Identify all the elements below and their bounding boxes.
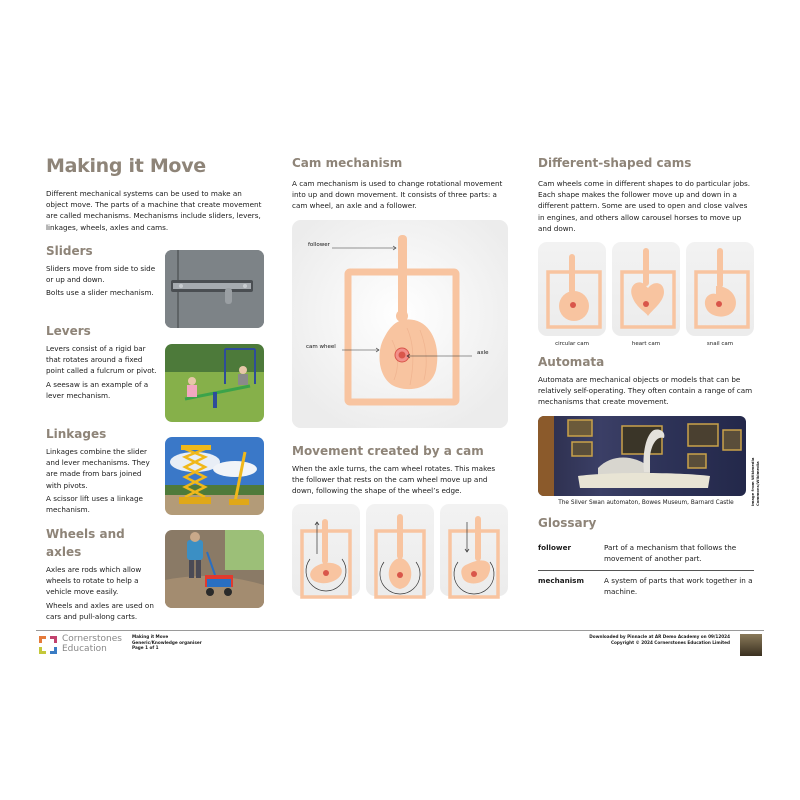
movement-heading: Movement created by a cam xyxy=(292,443,484,458)
section-text: A seesaw is an example of a lever mechanism. xyxy=(46,379,149,400)
copyright: Copyright © 2024 Cornerstones Education Limited xyxy=(610,639,730,645)
column-shapes xyxy=(538,150,760,603)
brand-name: Cornerstones xyxy=(62,634,122,644)
section-heading: Wheels and axles xyxy=(46,527,125,559)
section-sliders xyxy=(46,242,264,299)
cam-shapes xyxy=(538,242,754,347)
section-levers xyxy=(46,322,264,401)
movement-diagrams xyxy=(292,504,508,596)
section-text: A scissor lift uses a linkage mechanism. xyxy=(46,493,143,515)
automata-figure xyxy=(538,416,760,506)
section-linkages xyxy=(46,425,264,515)
glossary-heading: Glossary xyxy=(538,515,597,530)
cam-mechanism-heading: Cam mechanism xyxy=(292,156,403,170)
brand-sub: Education xyxy=(62,644,107,654)
cam-mechanism-diagram xyxy=(292,220,508,428)
thumbnail-image xyxy=(740,634,762,656)
column-intro xyxy=(46,150,264,621)
page-number: Page 1 of 1 xyxy=(132,645,159,651)
pull-along-cart-photo xyxy=(165,530,264,608)
logo-mark-icon xyxy=(38,635,58,655)
glossary-definition: A system of parts that work together in a machine. xyxy=(604,575,753,596)
section-wheels-and-axles xyxy=(46,525,264,622)
movement-down-diagram xyxy=(440,504,508,596)
section-text: Wheels and axles are used on cars and pull-along carts. xyxy=(46,600,154,621)
glossary-definition: Part of a mechanism that follows the movement of another part. xyxy=(604,538,754,571)
section-text: Levers consist of a rigid bar that rotates around a fixed point called a fulcrum or pivot. xyxy=(46,344,157,376)
glossary-row xyxy=(538,570,754,603)
section-text: Bolts use a slider mechanism. xyxy=(46,288,154,298)
section-text: Axles are rods which allow wheels to rotate to help a vehicle move easily. xyxy=(46,565,142,597)
footer xyxy=(36,630,764,654)
section-heading: Sliders xyxy=(46,244,93,258)
shaped-cams-heading: Different-shaped cams xyxy=(538,156,692,170)
doc-title: Making it Move xyxy=(132,634,169,639)
seesaw-photo xyxy=(165,344,264,422)
section-text: Sliders move from side to side or up and down. xyxy=(46,264,156,285)
silver-swan-photo xyxy=(538,416,746,496)
section-heading: Levers xyxy=(46,324,91,338)
glossary-term: follower xyxy=(538,538,604,571)
glossary-row xyxy=(538,538,754,571)
bolt-lock-photo xyxy=(165,250,264,328)
shaped-cams-text: Cam wheels come in different shapes to do particular jobs. Each shape makes the follower move up and down in a different pattern. Some are used to open and close valves in engines, and others allow carousel horses to move up and down. xyxy=(538,179,751,233)
intro-text: Different mechanical systems can be used to make an object move. The parts of a machine that create movement are called mechanisms. Mechanisms include sliders, levers, linkages, wheels, axles and cams. xyxy=(46,189,262,232)
axle-label: axle xyxy=(477,349,489,356)
automata-text: Automata are mechanical objects or models that can be relatively self-operating. They often contain a range of cam mechanisms that create movement. xyxy=(538,375,753,407)
automata-heading: Automata xyxy=(538,355,605,370)
heart-cam xyxy=(612,242,680,347)
snail-cam xyxy=(686,242,754,347)
cam-wheel-label: cam wheel xyxy=(306,343,336,350)
glossary-term: mechanism xyxy=(538,575,584,585)
movement-text: When the axle turns, the cam wheel rotates. This makes the follower that rests on the cam wheel move up and down, following the shape of the wheel’s edge. xyxy=(292,463,496,496)
follower-rod xyxy=(398,235,407,318)
movement-up-diagram xyxy=(292,504,360,596)
doc-type: Generic/Knowledge organiser xyxy=(132,639,202,645)
follower-label: follower xyxy=(308,241,330,248)
movement-rest-diagram xyxy=(366,504,434,596)
scissor-lift-photo xyxy=(165,437,264,515)
download-info: Downloaded by Pinnacle at AR Demo Academy on 09/12024 xyxy=(589,634,730,639)
circular-cam xyxy=(538,242,606,347)
cam-mechanism-text: A cam mechanism is used to change rotational movement into up and down movement. It consists of three parts: a cam wheel, an axle and a follower. xyxy=(292,179,503,211)
cam-caption: snail cam xyxy=(706,341,734,348)
glossary-table xyxy=(538,538,754,603)
cam-caption: circular cam xyxy=(555,341,589,348)
column-cam xyxy=(292,150,508,596)
page-title: Making it Move xyxy=(46,155,206,177)
section-heading: Linkages xyxy=(46,427,107,441)
cornerstones-logo xyxy=(38,635,58,659)
image-credit: Image from Wikimedia Commons/Wikimedia xyxy=(750,457,760,506)
swan-caption: The Silver Swan automaton, Bowes Museum, Barnard Castle xyxy=(558,499,734,506)
section-text: Linkages combine the slider and lever mechanisms. They are made from bars joined with pivots. xyxy=(46,447,150,490)
cam-caption: heart cam xyxy=(631,341,661,348)
